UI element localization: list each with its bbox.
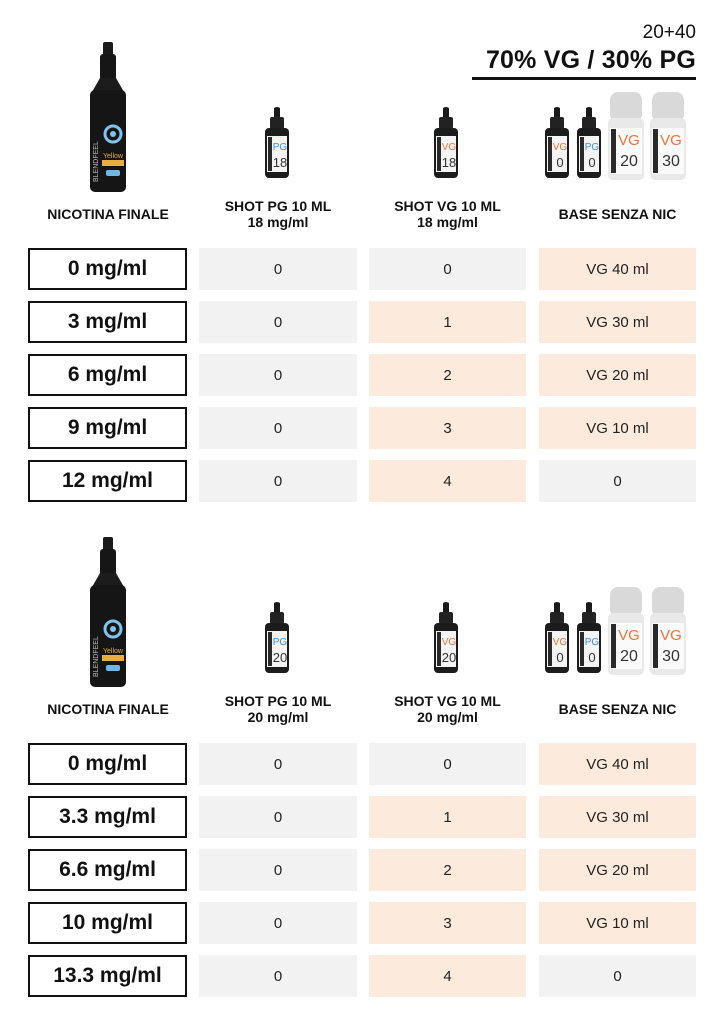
bottle-strength-label: 30 — [662, 648, 680, 665]
pg-shot-count-cell: 0 — [199, 354, 357, 396]
vg-shot-bottle-image — [432, 601, 460, 675]
base-bottle-image-1 — [543, 601, 571, 675]
column-header-nicotine: NICOTINA FINALE — [47, 206, 169, 222]
base-bottle-image-4 — [648, 90, 688, 182]
vg-shot-bottle — [432, 106, 460, 185]
column-header-shot-pg: SHOT PG 10 ML 18 mg/ml — [224, 198, 332, 230]
base-amount-cell: VG 30 ml — [539, 301, 696, 343]
vg-shot-count-cell: 4 — [369, 460, 526, 502]
base-bottle-3 — [606, 585, 646, 682]
column-header-shot-vg: SHOT VG 10 ML 18 mg/ml — [394, 198, 501, 230]
base-amount-cell: 0 — [539, 955, 696, 997]
column-header-shot-vg: SHOT VG 10 ML 20 mg/ml — [394, 693, 501, 725]
bottle-strength-label: 18 — [441, 155, 457, 170]
pg-shot-bottle — [263, 106, 291, 185]
base-bottle-image-4 — [648, 585, 688, 677]
vg-shot-count-cell: 2 — [369, 354, 526, 396]
product-bottle-image — [86, 42, 130, 194]
base-amount-cell: VG 20 ml — [539, 354, 696, 396]
pg-shot-count-cell: 0 — [199, 301, 357, 343]
bottle-strength-label: 0 — [556, 155, 564, 170]
pg-shot-count-cell: 0 — [199, 743, 357, 785]
base-bottle-1 — [543, 601, 571, 680]
pg-shot-count-cell: 0 — [199, 248, 357, 290]
pg-shot-count-cell: 0 — [199, 902, 357, 944]
nicotine-level-box: 12 mg/ml — [28, 460, 187, 502]
base-bottle-image-2 — [575, 106, 603, 180]
base-amount-cell: VG 40 ml — [539, 248, 696, 290]
bottle-strength-label: 18 — [272, 155, 288, 170]
vg-shot-bottle-image — [432, 106, 460, 180]
bottle-type-label: PG — [584, 637, 600, 648]
bottle-strength-label: 30 — [662, 153, 680, 170]
product-bottle — [86, 42, 130, 199]
column-header-base: BASE SENZA NIC — [558, 206, 677, 222]
nicotine-level-box: 6.6 mg/ml — [28, 849, 187, 891]
bottle-strength-label: 0 — [588, 650, 596, 665]
vg-shot-count-cell: 4 — [369, 955, 526, 997]
nicotine-level-box: 10 mg/ml — [28, 902, 187, 944]
bottle-type-label: VG — [441, 637, 457, 648]
column-header-base: BASE SENZA NIC — [558, 701, 677, 717]
nicotine-level-box: 0 mg/ml — [28, 248, 187, 290]
bottle-type-label: VG — [552, 637, 568, 648]
pg-shot-bottle-image — [263, 601, 291, 675]
header-ratio-label: 20+40 — [642, 22, 696, 43]
bottle-type-label: PG — [272, 142, 288, 153]
base-amount-cell: 0 — [539, 460, 696, 502]
product-bottle — [86, 537, 130, 694]
base-amount-cell: VG 30 ml — [539, 796, 696, 838]
base-bottle-image-2 — [575, 601, 603, 675]
bottle-strength-label: 20 — [441, 650, 457, 665]
header-title: 70% VG / 30% PG — [485, 46, 696, 74]
base-amount-cell: VG 40 ml — [539, 743, 696, 785]
bottle-strength-label: 0 — [556, 650, 564, 665]
bottle-strength-label: 20 — [620, 648, 638, 665]
bottle-type-label: VG — [552, 142, 568, 153]
bottle-strength-label: 0 — [588, 155, 596, 170]
vg-shot-count-cell: 0 — [369, 743, 526, 785]
bottle-type-label: VG — [660, 627, 682, 644]
vg-shot-bottle — [432, 601, 460, 680]
vg-shot-count-cell: 3 — [369, 407, 526, 449]
column-header-shot-pg: SHOT PG 10 ML 20 mg/ml — [224, 693, 332, 725]
base-amount-cell: VG 20 ml — [539, 849, 696, 891]
base-amount-cell: VG 10 ml — [539, 407, 696, 449]
bottle-brand-text: BLENDFEEL — [93, 636, 100, 677]
product-bottle-image — [86, 537, 130, 689]
column-header-nicotine: NICOTINA FINALE — [47, 701, 169, 717]
bottle-strength-label: 20 — [272, 650, 288, 665]
bottle-strength-label: 20 — [620, 153, 638, 170]
bottle-type-label: VG — [618, 627, 640, 644]
nicotine-level-box: 0 mg/ml — [28, 743, 187, 785]
base-amount-cell: VG 10 ml — [539, 902, 696, 944]
bottle-type-label: VG — [660, 132, 682, 149]
pg-shot-count-cell: 0 — [199, 796, 357, 838]
bottle-flavor-text: Yellow — [103, 153, 123, 160]
base-bottle-4 — [648, 90, 688, 187]
vg-shot-count-cell: 3 — [369, 902, 526, 944]
base-bottle-3 — [606, 90, 646, 187]
base-bottle-2 — [575, 106, 603, 185]
bottle-type-label: PG — [584, 142, 600, 153]
bottle-type-label: VG — [441, 142, 457, 153]
vg-shot-count-cell: 1 — [369, 301, 526, 343]
bottle-brand-text: BLENDFEEL — [93, 141, 100, 182]
section-2 — [0, 495, 724, 1015]
pg-shot-count-cell: 0 — [199, 460, 357, 502]
nicotine-level-box: 13.3 mg/ml — [28, 955, 187, 997]
nicotine-level-box: 3 mg/ml — [28, 301, 187, 343]
nicotine-level-box: 9 mg/ml — [28, 407, 187, 449]
base-bottle-1 — [543, 106, 571, 185]
base-bottle-2 — [575, 601, 603, 680]
pg-shot-count-cell: 0 — [199, 407, 357, 449]
nicotine-level-box: 6 mg/ml — [28, 354, 187, 396]
vg-shot-count-cell: 2 — [369, 849, 526, 891]
bottle-flavor-text: Yellow — [103, 648, 123, 655]
nicotine-level-box: 3.3 mg/ml — [28, 796, 187, 838]
pg-shot-count-cell: 0 — [199, 849, 357, 891]
base-bottle-image-3 — [606, 90, 646, 182]
pg-shot-bottle — [263, 601, 291, 680]
bottle-type-label: VG — [618, 132, 640, 149]
base-bottle-image-1 — [543, 106, 571, 180]
base-bottle-4 — [648, 585, 688, 682]
base-bottle-image-3 — [606, 585, 646, 677]
pg-shot-bottle-image — [263, 106, 291, 180]
pg-shot-count-cell: 0 — [199, 955, 357, 997]
vg-shot-count-cell: 1 — [369, 796, 526, 838]
bottle-type-label: PG — [272, 637, 288, 648]
vg-shot-count-cell: 0 — [369, 248, 526, 290]
